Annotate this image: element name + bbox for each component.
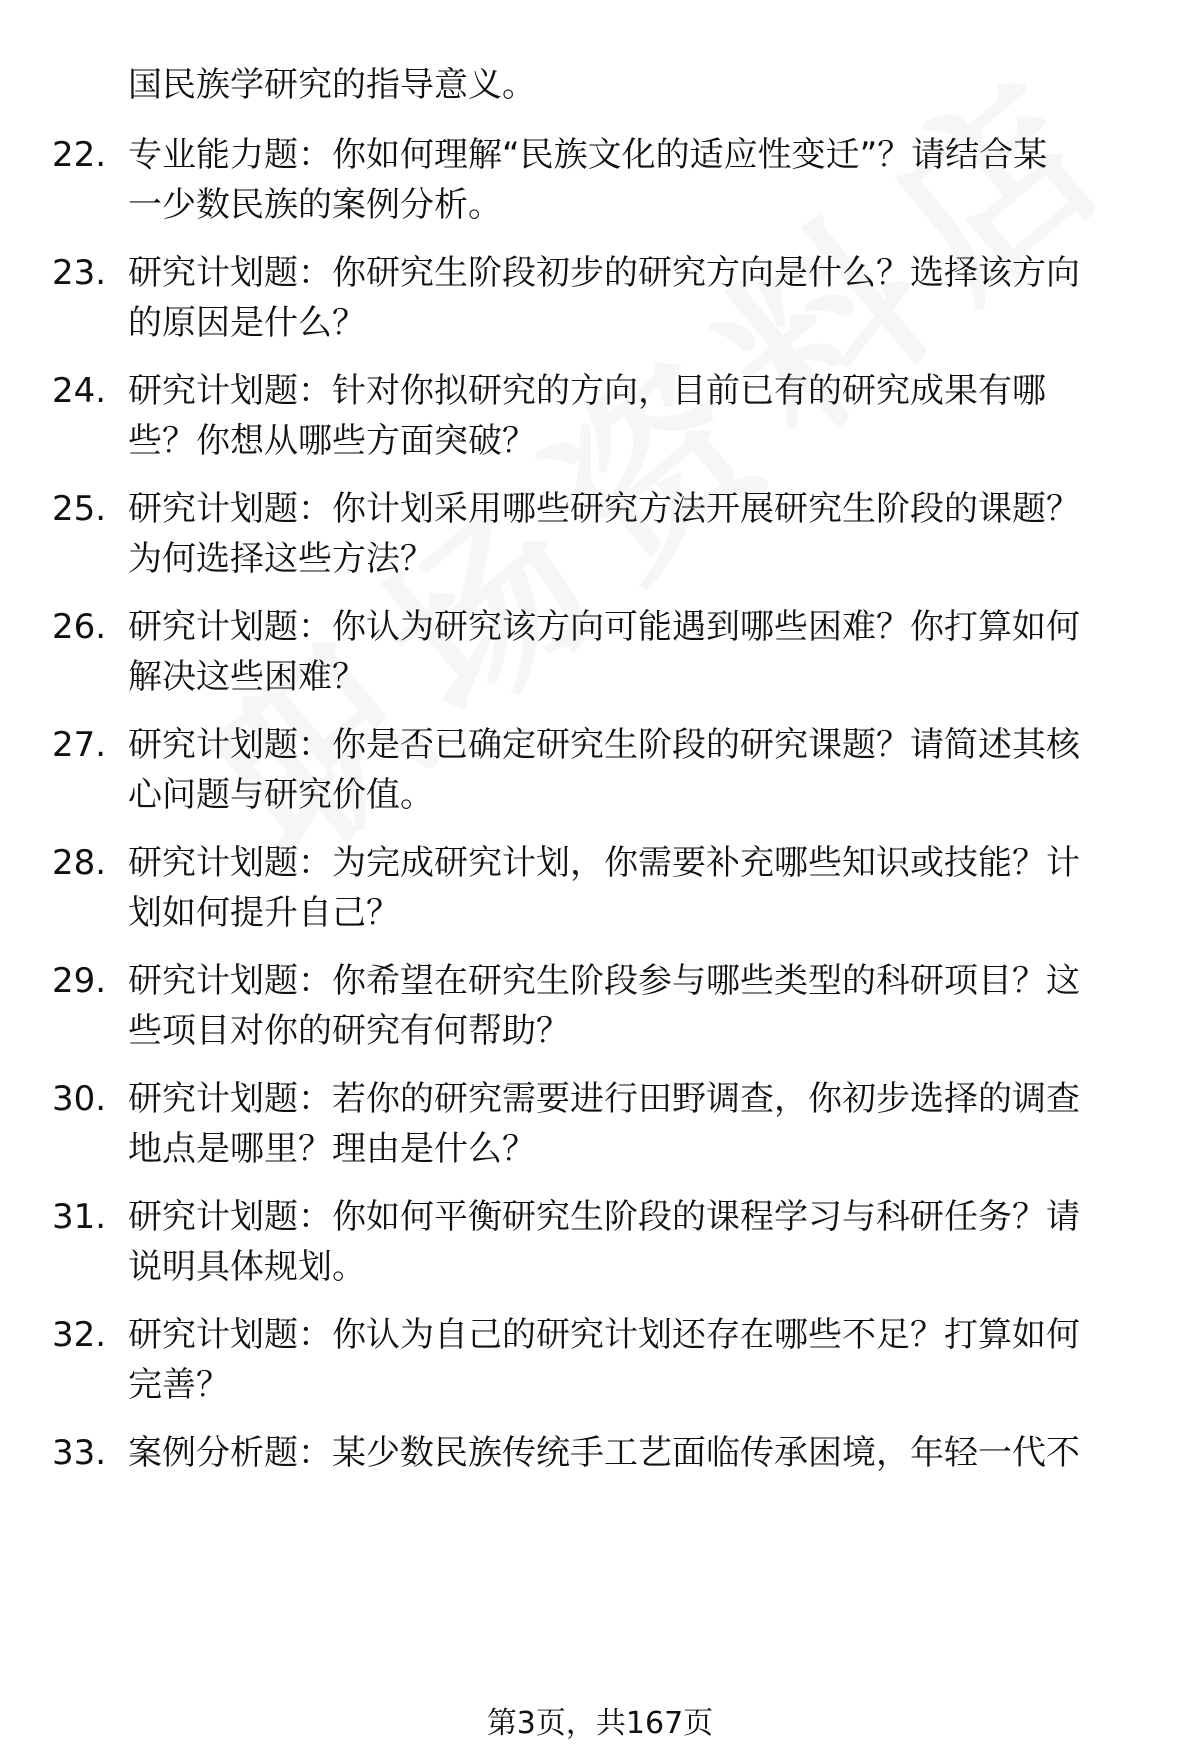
page-footer: 第3页，共167页: [486, 1706, 714, 1741]
continuation-text: 国民族学研究的指导意义。: [128, 65, 536, 105]
question-line: 些？你想从哪些方面突破？: [128, 421, 536, 461]
question-text: [128, 484, 1150, 584]
question-text: [128, 130, 1150, 230]
question-line: 研究计划题：你认为研究该方向可能遇到哪些困难？你打算如何: [128, 607, 1080, 647]
question-line: 划如何提升自己？: [128, 893, 400, 933]
question-line: 研究计划题：你如何平衡研究生阶段的课程学习与科研任务？请: [128, 1197, 1080, 1237]
question-line: 解决这些困难？: [128, 657, 366, 697]
question-number: 24.: [52, 371, 107, 411]
question-text: [128, 1074, 1150, 1174]
question-line: 研究计划题：你研究生阶段初步的研究方向是什么？选择该方向: [128, 253, 1080, 293]
question-text: [128, 366, 1150, 466]
question-number: 27.: [52, 725, 107, 765]
question-text: [128, 1428, 1150, 1478]
question-number: 29.: [52, 961, 107, 1001]
question-line: 为何选择这些方法？: [128, 539, 434, 579]
question-number: 23.: [52, 253, 107, 293]
question-text: [128, 248, 1150, 348]
question-number: 30.: [52, 1079, 107, 1119]
question-line: 完善？: [128, 1365, 230, 1405]
question-number: 25.: [52, 489, 107, 529]
question-line: 一少数民族的案例分析。: [128, 185, 502, 225]
question-number: 31.: [52, 1197, 107, 1237]
question-text: [128, 956, 1150, 1056]
question-number: 33.: [52, 1433, 107, 1473]
question-line: 研究计划题：为完成研究计划，你需要补充哪些知识或技能？计: [128, 843, 1080, 883]
question-line: 研究计划题：你认为自己的研究计划还存在哪些不足？打算如何: [128, 1315, 1080, 1355]
question-text: [128, 720, 1150, 820]
question-number: 32.: [52, 1315, 107, 1355]
question-line: 些项目对你的研究有何帮助？: [128, 1011, 570, 1051]
question-text: [128, 602, 1150, 702]
question-number: 28.: [52, 843, 107, 883]
question-number: 22.: [52, 135, 107, 175]
question-line: 说明具体规划。: [128, 1247, 366, 1287]
question-line: 研究计划题：若你的研究需要进行田野调查，你初步选择的调查: [128, 1079, 1080, 1119]
question-line: 案例分析题：某少数民族传统手工艺面临传承困境，年轻一代不: [128, 1433, 1080, 1473]
question-line: 研究计划题：你是否已确定研究生阶段的研究课题？请简述其核: [128, 725, 1080, 765]
question-text: [128, 1192, 1150, 1292]
question-line: 研究计划题：你计划采用哪些研究方法开展研究生阶段的课题？: [128, 489, 1080, 529]
question-line: 研究计划题：你希望在研究生阶段参与哪些类型的科研项目？这: [128, 961, 1080, 1001]
question-number: 26.: [52, 607, 107, 647]
question-line: 地点是哪里？理由是什么？: [128, 1129, 536, 1169]
question-text: [128, 838, 1150, 938]
question-line: 心问题与研究价值。: [128, 775, 434, 815]
question-line: 研究计划题：针对你拟研究的方向，目前已有的研究成果有哪: [128, 371, 1046, 411]
question-line: 专业能力题：你如何理解“民族文化的适应性变迁”？请结合某: [128, 135, 1048, 175]
question-line: 的原因是什么？: [128, 303, 366, 343]
question-text: [128, 1310, 1150, 1410]
